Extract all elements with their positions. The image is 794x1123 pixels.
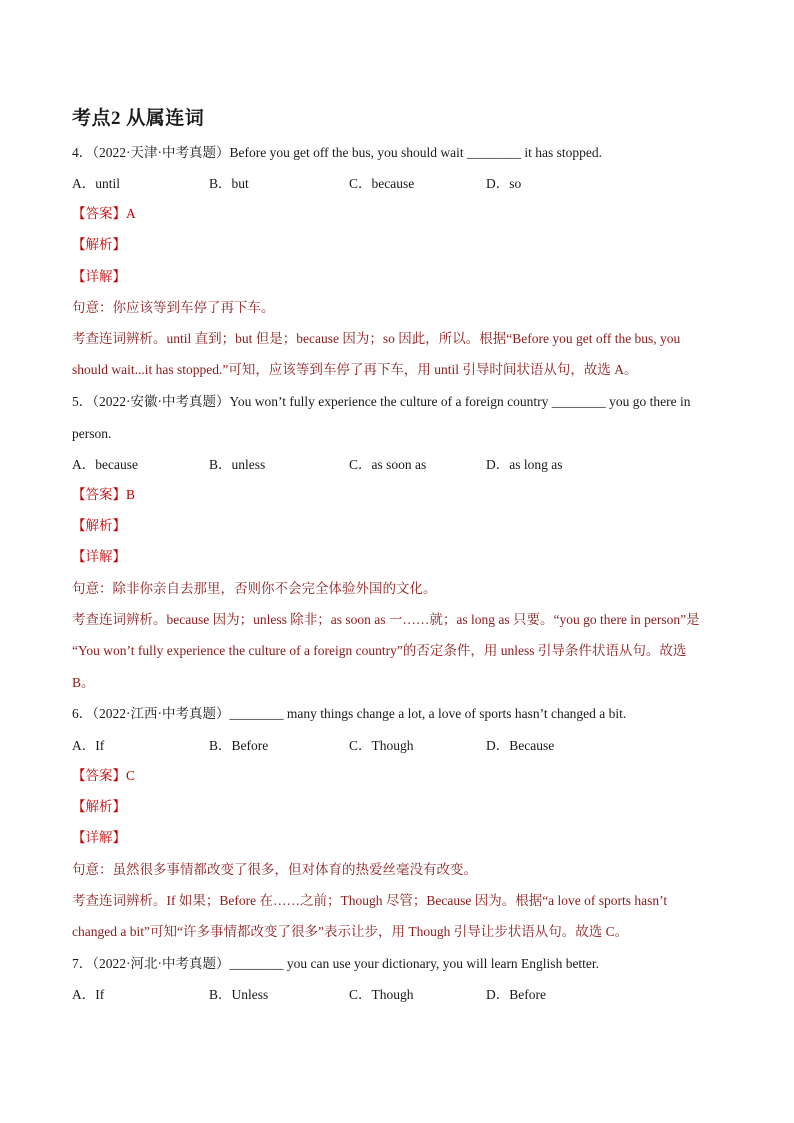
question-4-meaning: 句意：你应该等到车停了再下车。 [72, 300, 275, 315]
question-5-option-c: C．as soon as [349, 457, 427, 472]
question-6-text: ________ many things change a lot, a love of sports hasn’t changed a bit. [229, 706, 627, 721]
question-6-explanation-line-2: changed a bit”可知“许多事情都改变了很多”表示让步，用 Though 引导让步状语从句。故选 C。 [72, 924, 629, 939]
question-7-option-d: D．Before [486, 987, 546, 1002]
question-4-option-c: C．because [349, 176, 415, 191]
question-5-explanation-line-2: “You won’t fully experience the culture of a foreign country”的否定条件，用 unless 引导条件状语从句。故选 [72, 643, 687, 658]
question-4-answer: 【答案】A [72, 206, 136, 221]
question-6-explanation-line-1: 考查连词辨析。If 如果；Before 在……之前；Though 尽管；Because 因为。根据“a love of sports hasn’t [72, 893, 668, 908]
section-title: 考点2 从属连词 [72, 108, 205, 129]
question-6-stem [72, 705, 626, 723]
question-5-analysis-label: 【解析】 [72, 518, 126, 533]
question-7-text: ________ you can use your dictionary, you will learn English better. [229, 956, 600, 971]
question-6-detail-label: 【详解】 [72, 830, 126, 845]
question-4-analysis-label: 【解析】 [72, 237, 126, 252]
question-5-prefix: 5．（2022·安徽·中考真题） [72, 394, 230, 409]
question-4-option-d: D．so [486, 176, 522, 191]
question-5-explanation-line-1: 考查连词辨析。because 因为；unless 除非；as soon as 一……就；as long as 只要。“you go there in person”是 [72, 612, 700, 627]
question-5-meaning: 句意：除非你亲自去那里，否则你不会完全体验外国的文化。 [72, 581, 437, 596]
question-4-explanation-line-1: 考查连词辨析。until 直到；but 但是；because 因为；so 因此，所以。根据“Before you get off the bus, you [72, 331, 681, 346]
question-7-option-c: C．Though [349, 987, 414, 1002]
question-5-option-d: D．as long as [486, 457, 563, 472]
question-4-option-a: A．until [72, 176, 121, 191]
question-4-stem [72, 144, 602, 162]
question-6-option-c: C．Though [349, 738, 414, 753]
question-5-stem-continued: person. [72, 426, 112, 441]
question-6-option-d: D．Because [486, 738, 555, 753]
question-4-option-b: B．but [209, 176, 249, 191]
question-6-analysis-label: 【解析】 [72, 799, 126, 814]
question-6-option-b: B．Before [209, 738, 269, 753]
question-4-text: Before you get off the bus, you should wait ________ it has stopped. [229, 145, 602, 160]
question-5-detail-label: 【详解】 [72, 549, 126, 564]
question-7-option-b: B．Unless [209, 987, 269, 1002]
question-6-option-a: A．If [72, 738, 105, 753]
question-7-stem [72, 955, 599, 973]
question-7-prefix: 7．（2022·河北·中考真题） [72, 956, 230, 971]
question-5-option-b: B．unless [209, 457, 266, 472]
question-6-answer: 【答案】C [72, 768, 136, 783]
question-4-prefix: 4．（2022·天津·中考真题） [72, 145, 230, 160]
question-6-meaning: 句意：虽然很多事情都改变了很多，但对体育的热爱丝毫没有改变。 [72, 862, 477, 877]
question-7-option-a: A．If [72, 987, 105, 1002]
question-5-answer: 【答案】B [72, 487, 136, 502]
question-5-stem [72, 393, 691, 411]
question-4-explanation-line-2: should wait...it has stopped.”可知，应该等到车停了再下车，用 until 引导时间状语从句，故选 A。 [72, 362, 638, 377]
question-6-prefix: 6．（2022·江西·中考真题） [72, 706, 230, 721]
question-5-explanation-line-3: B。 [72, 675, 95, 690]
question-4-detail-label: 【详解】 [72, 269, 126, 284]
question-5-option-a: A．because [72, 457, 138, 472]
question-5-text: You won’t fully experience the culture of a foreign country ________ you go there in [229, 394, 691, 409]
